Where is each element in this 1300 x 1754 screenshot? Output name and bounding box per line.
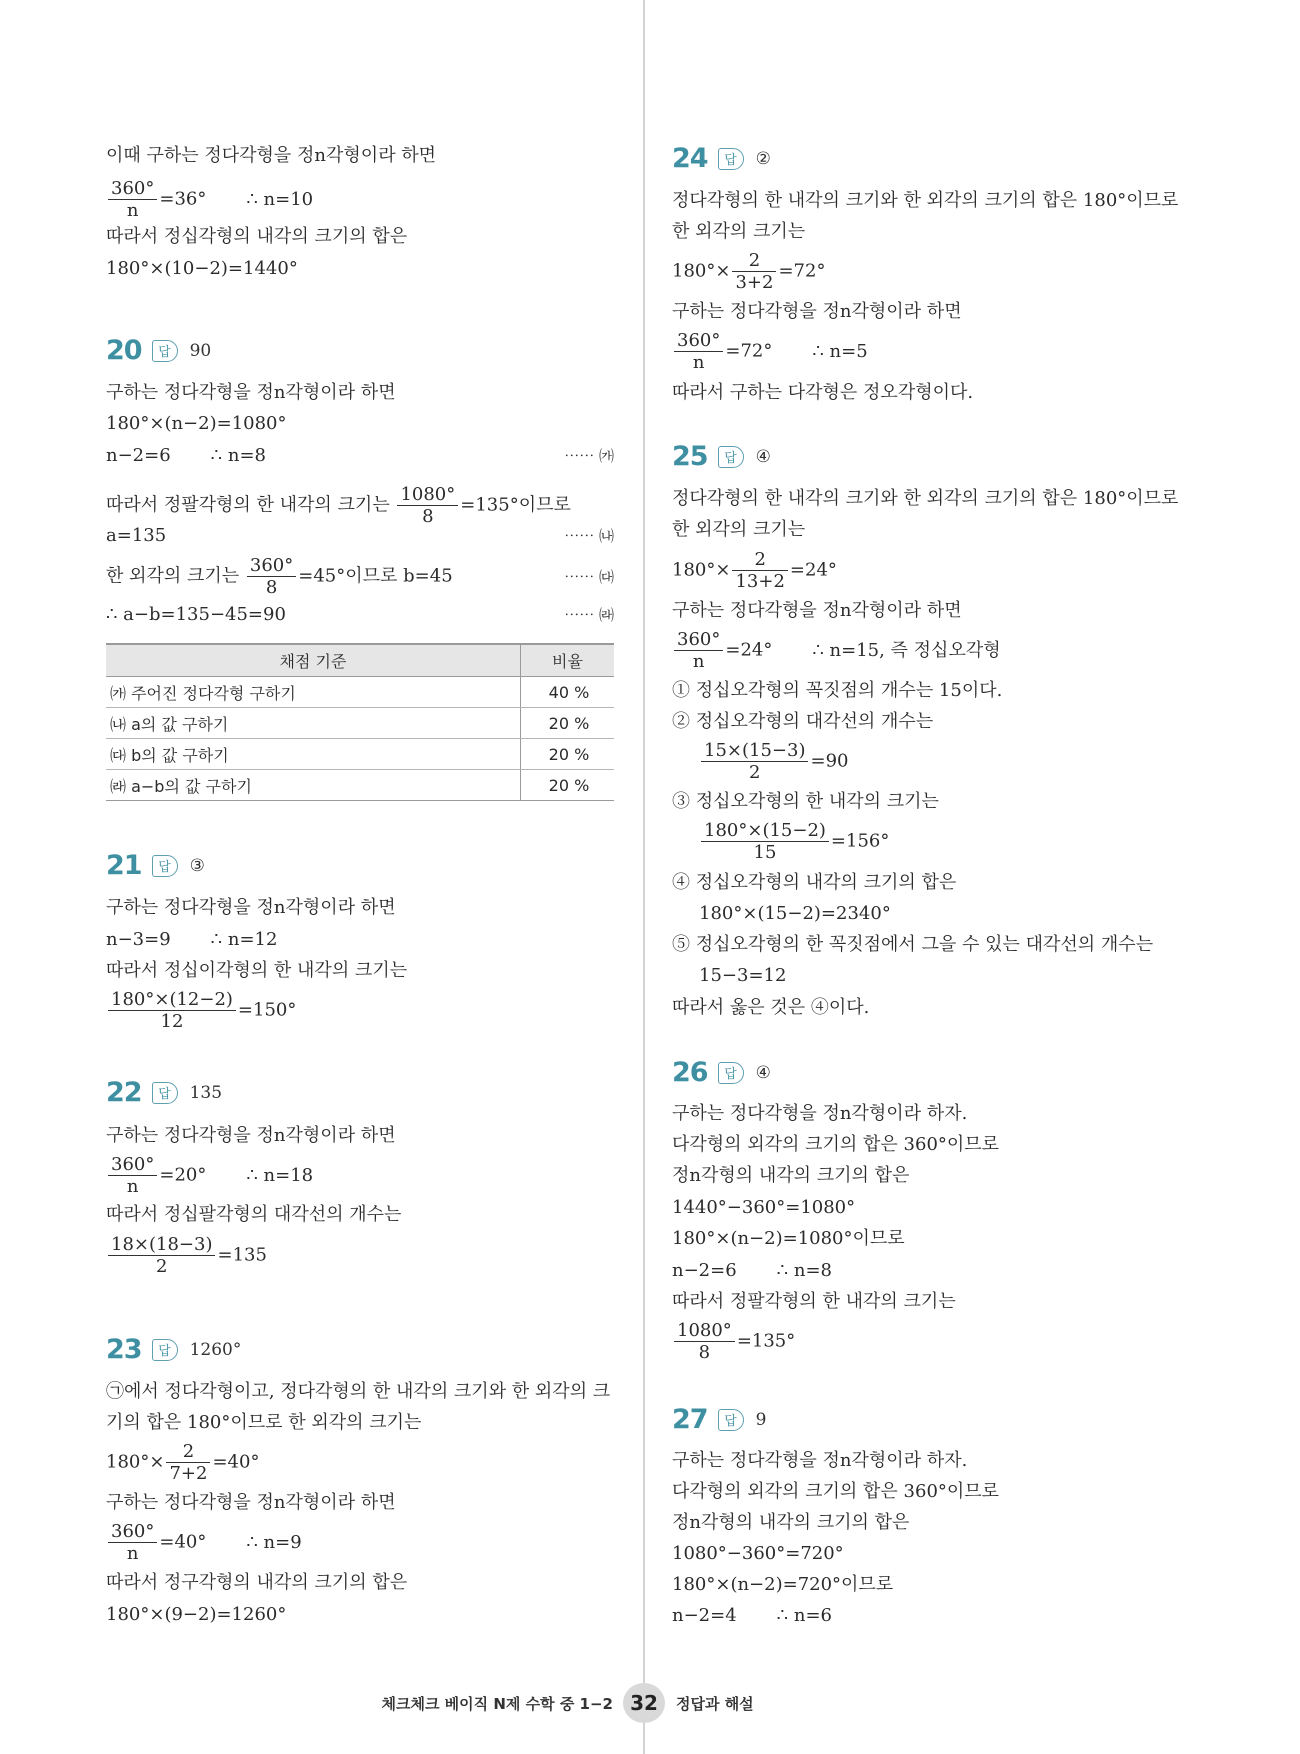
problem-24-header: [672, 143, 771, 174]
fraction: $\frac{360^\circ}{n}$: [108, 1154, 157, 1197]
p25-option2-value: $\frac{15\times(15-3)}{2}$ =90: [699, 740, 848, 783]
p23-line1: ㉠에서 정다각형이고, 정다각형의 한 내각의 크기와 한 외각의 크: [106, 1381, 611, 1402]
answer-badge: 답: [718, 1062, 744, 1084]
p25-option4-value: 180°×(15−2)=2340°: [699, 903, 891, 924]
answer-value: 135: [189, 1082, 223, 1103]
p19-line2: $\frac{360^\circ}{n}$ =36° ∴ n=10: [106, 178, 313, 221]
answer-value: ②: [755, 148, 771, 169]
fraction: $\frac{1080^\circ}{8}$: [674, 1320, 735, 1363]
problem-21-header: [106, 850, 205, 881]
answer-value: 1260°: [189, 1339, 242, 1360]
p19-line4: 180°×(10−2)=1440°: [106, 258, 298, 279]
fraction: $\frac{360^\circ}{n}$: [108, 178, 157, 221]
p24-line6: 따라서 구하는 다각형은 정오각형이다.: [672, 382, 974, 403]
p23-line5: $\frac{360^\circ}{n}$ =40° ∴ n=9: [106, 1521, 302, 1564]
p26-line8: $\frac{1080^\circ}{8}$ =135°: [672, 1320, 795, 1363]
table-header-criteria: 채점 기준: [106, 644, 521, 677]
answer-value: 9: [755, 1409, 767, 1430]
fraction: $\frac{18\times(18-3)}{2}$: [108, 1234, 215, 1277]
p27-line1: 구하는 정다각형을 정n각형이라 하자.: [672, 1450, 968, 1471]
p26-line5: 180°×(n−2)=1080°이므로: [672, 1228, 905, 1249]
column-divider: [643, 0, 645, 1754]
problem-number: 23: [106, 1334, 142, 1365]
fraction: $\frac{360^\circ}{n}$: [108, 1521, 157, 1564]
p25-line4: 구하는 정다각형을 정n각형이라 하면: [672, 600, 962, 621]
p25-option5: ⑤ 정십오각형의 한 꼭짓점에서 그을 수 있는 대각선의 개수는: [672, 934, 1154, 955]
p24-line1: 정다각형의 한 내각의 크기와 한 외각의 크기의 합은 180°이므로: [672, 190, 1179, 211]
p22-line3: 따라서 정십팔각형의 대각선의 개수는: [106, 1204, 402, 1225]
problem-25-header: [672, 441, 771, 472]
p22-line1: 구하는 정다각형을 정n각형이라 하면: [106, 1125, 396, 1146]
p25-option3: ③ 정십오각형의 한 내각의 크기는: [672, 791, 939, 812]
p20-line5: a=135 ⋯⋯ ㈏: [106, 525, 614, 546]
p23-line7: 180°×(9−2)=1260°: [106, 1604, 287, 1625]
p24-line2: 한 외각의 크기는: [672, 221, 806, 242]
answer-badge: 답: [152, 1339, 178, 1361]
fraction: $\frac{1080^\circ}{8}$: [397, 484, 458, 527]
step-tag: ⋯⋯ ㈏: [564, 527, 614, 545]
problem-27-header: [672, 1404, 766, 1435]
answer-value: ③: [189, 855, 205, 876]
step-tag: ⋯⋯ ㈑: [564, 606, 614, 624]
p21-line4: $\frac{180^\circ\times(12-2)}{12}$ =150°: [106, 989, 296, 1032]
p27-line3: 정n각형의 내각의 크기의 합은: [672, 1512, 910, 1533]
table-row: ㈎ 주어진 정다각형 구하기 40 %: [106, 677, 614, 708]
problem-number: 22: [106, 1077, 142, 1108]
p21-line1: 구하는 정다각형을 정n각형이라 하면: [106, 897, 396, 918]
p23-line3: 180°× $\frac{2}{7+2}$ =40°: [106, 1441, 260, 1484]
p24-line5: $\frac{360^\circ}{n}$ =72° ∴ n=5: [672, 330, 868, 373]
answer-badge: 답: [152, 855, 178, 877]
answer-badge: 답: [718, 148, 744, 170]
p25-option1: ① 정십오각형의 꼭짓점의 개수는 15이다.: [672, 680, 1003, 701]
problem-23-header: [106, 1334, 241, 1365]
book-title: 체크체크 베이직 N제 수학 중 1−2: [381, 1695, 613, 1713]
p25-option3-value: $\frac{180^\circ\times(15-2)}{15}$ =156°: [699, 820, 889, 863]
p26-line6: n−2=6 ∴ n=8: [672, 1260, 832, 1281]
fraction: $\frac{180^\circ\times(12-2)}{12}$: [108, 989, 236, 1032]
p20-line7: ∴ a−b=135−45=90 ⋯⋯ ㈑: [106, 604, 614, 625]
fraction: $\frac{360^\circ}{n}$: [674, 629, 723, 672]
p26-line2: 다각형의 외각의 크기의 합은 360°이므로: [672, 1134, 1000, 1155]
fraction: $\frac{2}{7+2}$: [166, 1441, 210, 1484]
p20-line6: 한 외각의 크기는 $\frac{360^\circ}{8}$ =45°이므로 b=45 ⋯⋯ ㈐: [106, 555, 614, 598]
problem-number: 25: [672, 441, 708, 472]
answer-badge: 답: [718, 1409, 744, 1431]
fraction: $\frac{15\times(15-3)}{2}$: [701, 740, 808, 783]
table-row: ㈑ a−b의 값 구하기 20 %: [106, 770, 614, 801]
scoring-table: [106, 643, 614, 801]
p25-line2: 한 외각의 크기는: [672, 519, 806, 540]
p20-line4: 따라서 정팔각형의 한 내각의 크기는 $\frac{1080^\circ}{8}$ =135°이므로: [106, 484, 571, 527]
problem-22-header: [106, 1077, 222, 1108]
problem-number: 24: [672, 143, 708, 174]
p26-line3: 정n각형의 내각의 크기의 합은: [672, 1165, 910, 1186]
answer-value: ④: [755, 1062, 771, 1083]
p23-line6: 따라서 정구각형의 내각의 크기의 합은: [106, 1572, 408, 1593]
p21-line3: 따라서 정십이각형의 한 내각의 크기는: [106, 960, 408, 981]
p22-line4: $\frac{18\times(18-3)}{2}$ =135: [106, 1234, 267, 1277]
table-row: ㈏ a의 값 구하기 20 %: [106, 708, 614, 739]
step-tag: ⋯⋯ ㈐: [564, 568, 614, 586]
p27-line4: 1080°−360°=720°: [672, 1543, 844, 1564]
page-number: 32: [623, 1683, 665, 1723]
p23-line2: 기의 합은 180°이므로 한 외각의 크기는: [106, 1412, 422, 1433]
p25-option2: ② 정십오각형의 대각선의 개수는: [672, 711, 934, 732]
table-header-ratio: 비율: [521, 644, 615, 677]
p25-option5-value: 15−3=12: [699, 965, 787, 986]
p26-line7: 따라서 정팔각형의 한 내각의 크기는: [672, 1291, 956, 1312]
answer-badge: 답: [718, 446, 744, 468]
p24-line3: 180°× $\frac{2}{3+2}$ =72°: [672, 250, 826, 293]
p26-line4: 1440°−360°=1080°: [672, 1197, 856, 1218]
p27-line5: 180°×(n−2)=720°이므로: [672, 1574, 894, 1595]
step-tag: ⋯⋯ ㈎: [564, 447, 614, 465]
p25-option4: ④ 정십오각형의 내각의 크기의 합은: [672, 872, 957, 893]
page-footer: [0, 1683, 1300, 1723]
p19-line1: 이때 구하는 정다각형을 정n각형이라 하면: [106, 145, 437, 166]
problem-20-header: [106, 335, 211, 366]
section-title: 정답과 해설: [676, 1695, 754, 1713]
p25-line6: 따라서 옳은 것은 ④이다.: [672, 997, 870, 1018]
p20-line3: n−2=6 ∴ n=8 ⋯⋯ ㈎: [106, 445, 614, 466]
p25-line1: 정다각형의 한 내각의 크기와 한 외각의 크기의 합은 180°이므로: [672, 488, 1179, 509]
p19-line3: 따라서 정십각형의 내각의 크기의 합은: [106, 226, 408, 247]
p20-line2: 180°×(n−2)=1080°: [106, 413, 287, 434]
p26-line1: 구하는 정다각형을 정n각형이라 하자.: [672, 1103, 968, 1124]
p20-line1: 구하는 정다각형을 정n각형이라 하면: [106, 382, 396, 403]
p21-line2: n−3=9 ∴ n=12: [106, 929, 278, 950]
fraction: $\frac{2}{3+2}$: [732, 250, 776, 293]
p27-line2: 다각형의 외각의 크기의 합은 360°이므로: [672, 1481, 1000, 1502]
fraction: $\frac{2}{13+2}$: [732, 549, 787, 592]
p22-line2: $\frac{360^\circ}{n}$ =20° ∴ n=18: [106, 1154, 313, 1197]
table-row: ㈐ b의 값 구하기 20 %: [106, 739, 614, 770]
fraction: $\frac{360^\circ}{8}$: [247, 555, 296, 598]
answer-value: 90: [189, 340, 212, 361]
fraction: $\frac{360^\circ}{n}$: [674, 330, 723, 373]
p23-line4: 구하는 정다각형을 정n각형이라 하면: [106, 1492, 396, 1513]
problem-number: 20: [106, 335, 142, 366]
answer-badge: 답: [152, 1082, 178, 1104]
problem-26-header: [672, 1057, 771, 1088]
problem-number: 21: [106, 850, 142, 881]
p25-line3: 180°× $\frac{2}{13+2}$ =24°: [672, 549, 837, 592]
fraction: $\frac{180^\circ\times(15-2)}{15}$: [701, 820, 829, 863]
p24-line4: 구하는 정다각형을 정n각형이라 하면: [672, 301, 962, 322]
p25-line5: $\frac{360^\circ}{n}$ =24° ∴ n=15, 즉 정십오각형: [672, 629, 1001, 672]
p27-line6: n−2=4 ∴ n=6: [672, 1605, 832, 1626]
problem-number: 27: [672, 1404, 708, 1435]
answer-badge: 답: [152, 340, 178, 362]
answer-value: ④: [755, 446, 771, 467]
problem-number: 26: [672, 1057, 708, 1088]
